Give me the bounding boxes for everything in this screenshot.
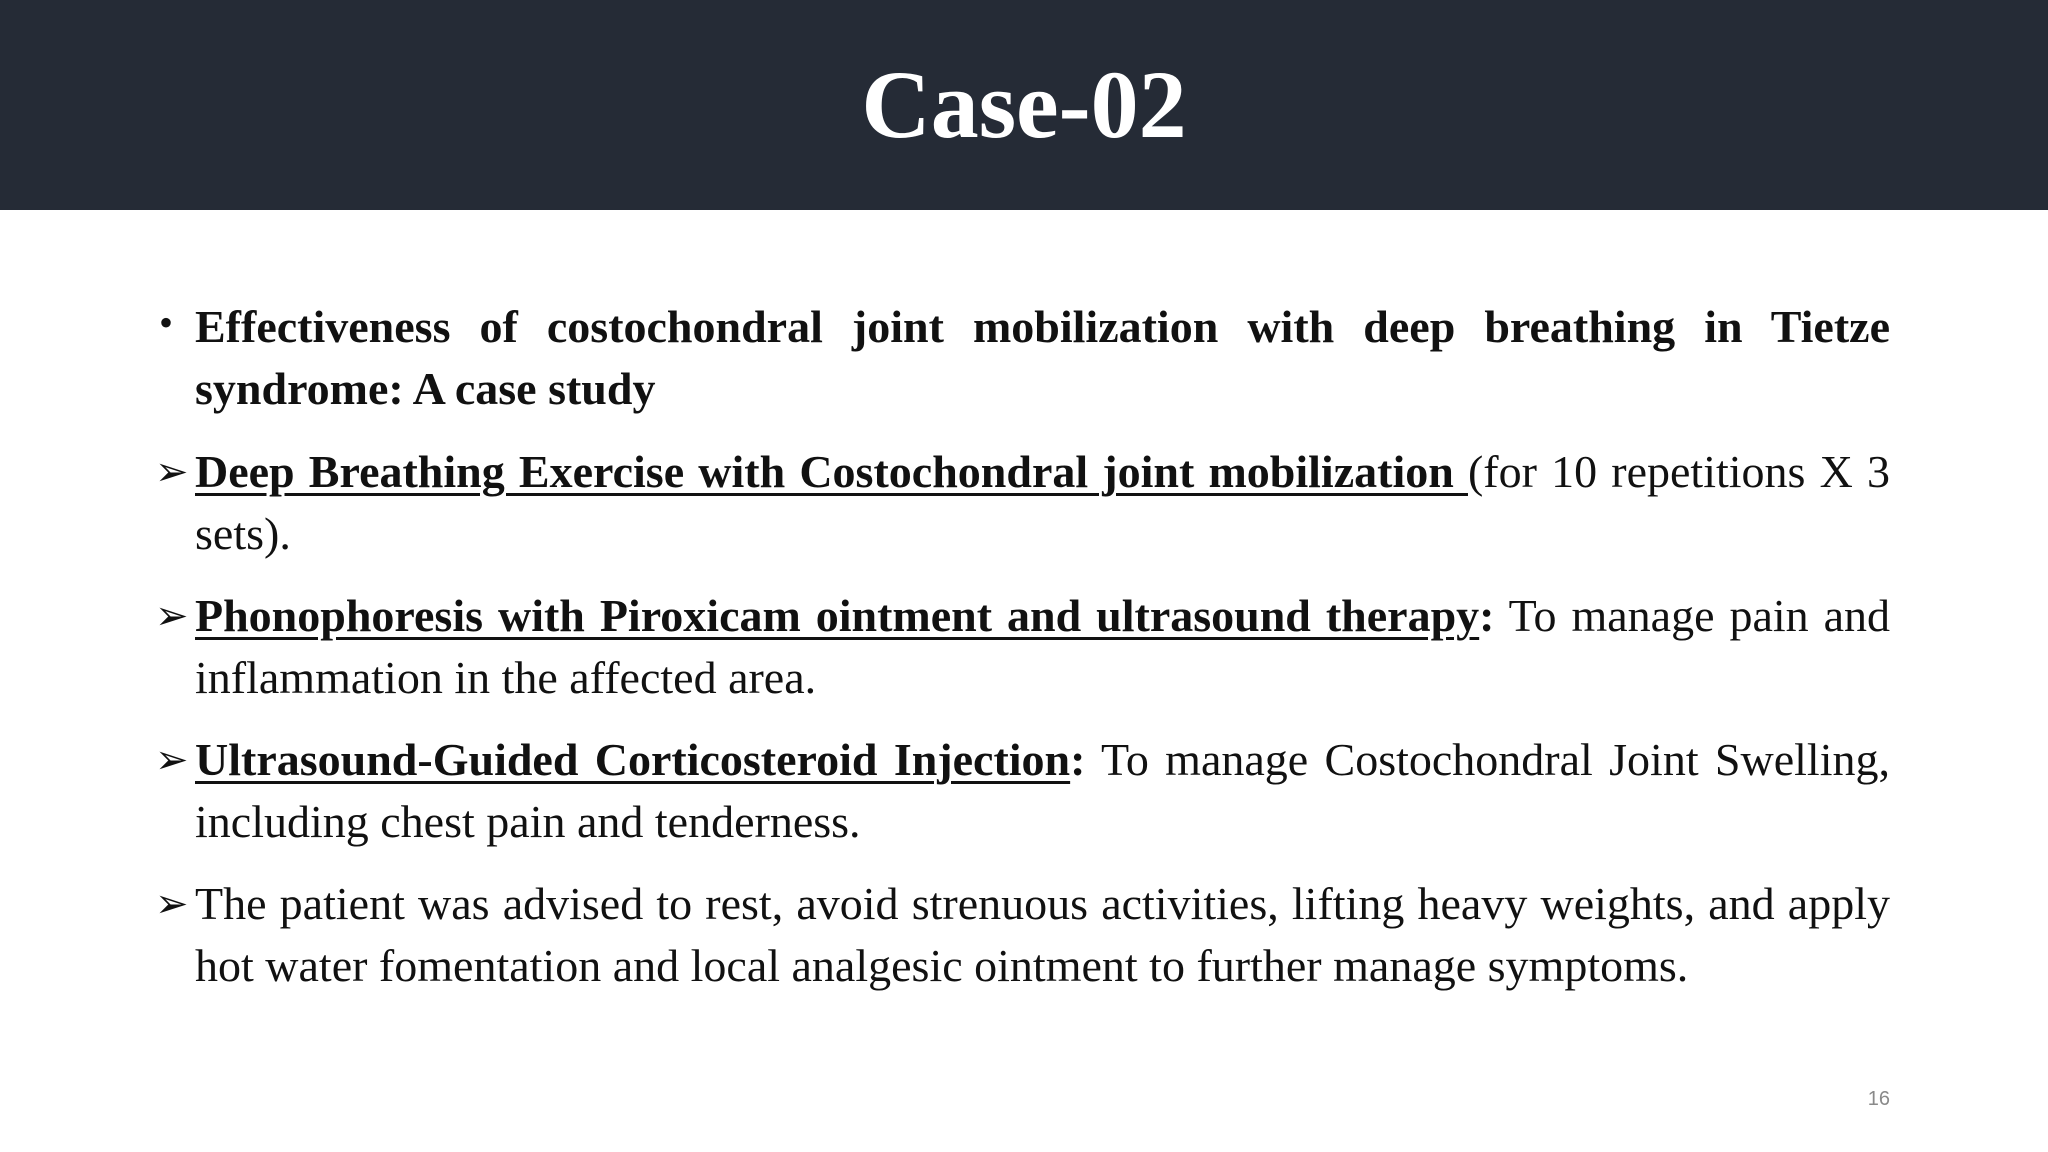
injection-detail: To manage Costochondral Joint Swelling, including chest pain and tenderness. xyxy=(195,734,1890,847)
bullet-item-injection xyxy=(155,729,1890,853)
page-number: 16 xyxy=(1867,1088,1890,1110)
arrowhead-bullet-icon: ➢ xyxy=(155,449,189,494)
phonophoresis-detail: To manage pain and inflammation in the affected area. xyxy=(195,590,1891,703)
study-title-text: Effectiveness of costochondral joint mobilization with deep breathing in Tietze syndrome: A case study xyxy=(195,301,1890,414)
injection-colon: : xyxy=(1070,734,1086,785)
slide-title: Case-02 xyxy=(861,51,1187,158)
arrowhead-bullet-icon: ➢ xyxy=(155,737,189,782)
bullet-dot-icon: • xyxy=(159,300,174,345)
bullet-item-advice xyxy=(155,873,1890,997)
deep-breathing-heading: Deep Breathing Exercise with Costochondral joint mobilization xyxy=(195,446,1468,497)
injection-heading: Ultrasound-Guided Corticosteroid Injection xyxy=(195,734,1071,785)
arrowhead-bullet-icon: ➢ xyxy=(155,881,189,926)
bullet-item-study-title xyxy=(159,296,1890,420)
phonophoresis-colon: : xyxy=(1479,590,1495,641)
deep-breathing-detail: (for 10 repetitions X 3 sets). xyxy=(195,446,1890,559)
bullet-item-deep-breathing xyxy=(155,441,1890,565)
arrowhead-bullet-icon: ➢ xyxy=(155,593,189,638)
phonophoresis-heading: Phonophoresis with Piroxicam ointment and ultrasound therapy xyxy=(195,590,1480,641)
advice-text: The patient was advised to rest, avoid strenuous activities, lifting heavy weights, and apply hot water fomentation and local analgesic ointment to further manage symptoms. xyxy=(195,878,1890,991)
bullet-item-phonophoresis xyxy=(155,585,1891,709)
